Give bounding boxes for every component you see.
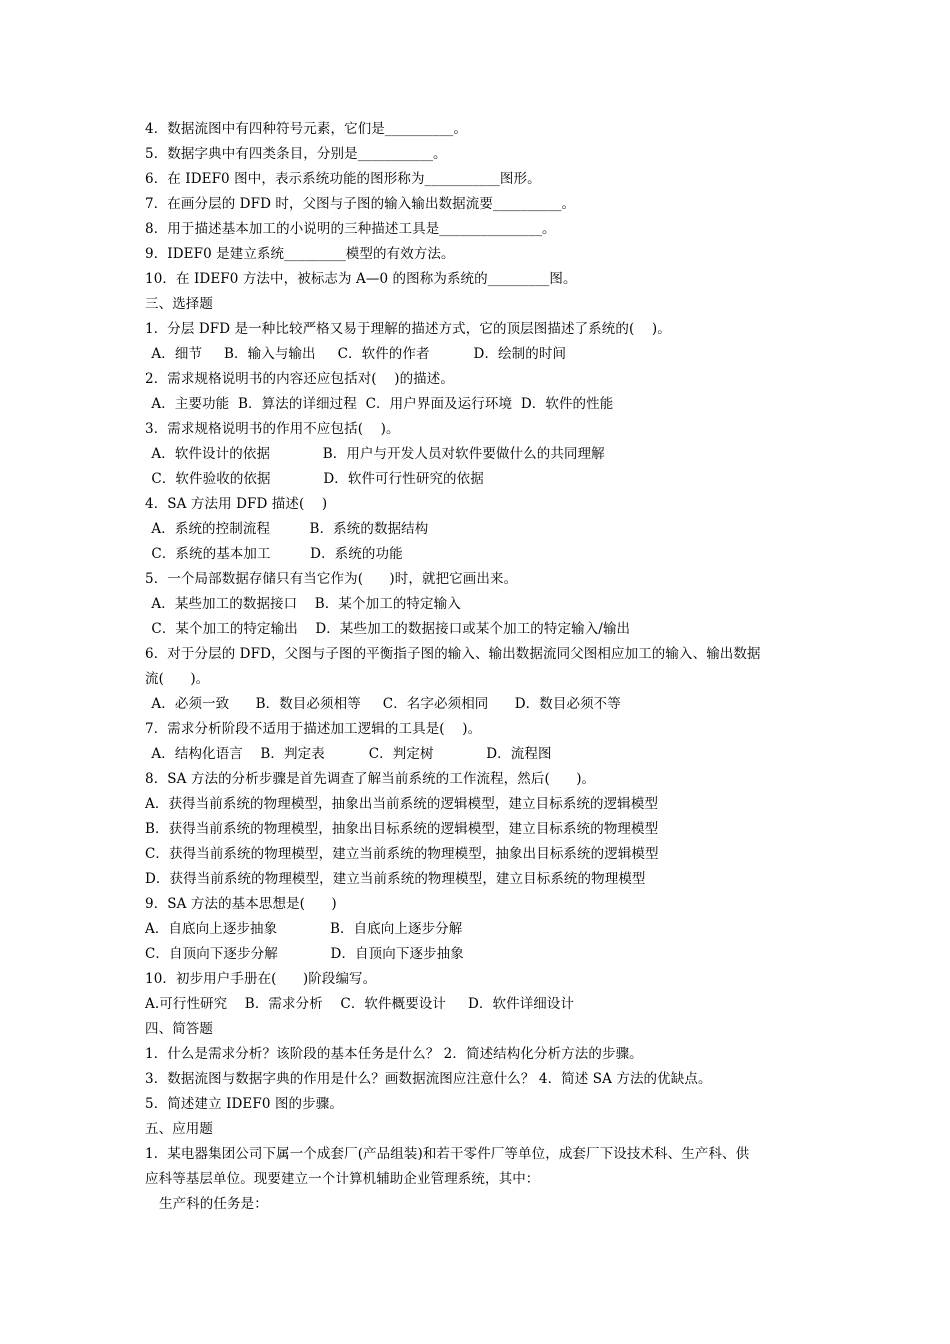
choice-q3-options-cd: C．软件验收的依据 D．软件可行性研究的依据	[147, 471, 484, 487]
section-title-choice: 三、选择题	[145, 296, 213, 312]
choice-q6: 6．对于分层的 DFD，父图与子图的平衡指子图的输入、输出数据流同父图相应加工的输入、输出数据	[145, 646, 761, 662]
choice-q10: 10．初步用户手册在( )阶段编写。	[145, 971, 377, 987]
choice-q6-cont: 流( )。	[145, 671, 210, 687]
fill-in-q7: 7．在画分层的 DFD 时，父图与子图的输入输出数据流要__________。	[145, 196, 576, 212]
choice-q9-options-ab: A．自底向上逐步抽象 B．自底向上逐步分解	[145, 921, 463, 937]
application-q1-line1: 1．某电器集团公司下属一个成套厂(产品组装)和若干零件厂等单位，成套厂下设技术科、生产科、供	[145, 1146, 750, 1162]
choice-q10-options: A.可行性研究 B．需求分析 C．软件概要设计 D．软件详细设计	[145, 996, 575, 1012]
choice-q8: 8．SA 方法的分析步骤是首先调查了解当前系统的工作流程，然后( )。	[145, 771, 596, 787]
choice-q7-options: A．结构化语言 B．判定表 C．判定树 D．流程图	[147, 746, 552, 762]
fill-in-q4: 4．数据流图中有四种符号元素，它们是__________。	[145, 121, 467, 137]
fill-in-q5: 5．数据字典中有四类条目，分别是___________。	[145, 146, 447, 162]
choice-q8-option-c: C．获得当前系统的物理模型，建立当前系统的物理模型，抽象出目标系统的逻辑模型	[145, 846, 659, 862]
fill-in-q10: 10．在 IDEF0 方法中，被标志为 A—0 的图称为系统的_________图。	[145, 271, 577, 287]
application-q1-line3: 生产科的任务是：	[159, 1196, 268, 1212]
choice-q5-options-cd: C．某个加工的特定输出 D．某些加工的数据接口或某个加工的特定输入/输出	[147, 621, 631, 637]
choice-q1-options: A．细节 B．输入与输出 C．软件的作者 D．绘制的时间	[147, 346, 567, 362]
short-answer-q3-q4: 3．数据流图与数据字典的作用是什么？画数据流图应注意什么？ 4．简述 SA 方法的优缺点。	[145, 1071, 712, 1087]
fill-in-q6: 6．在 IDEF0 图中，表示系统功能的图形称为___________图形。	[145, 171, 541, 187]
choice-q4-options-ab: A．系统的控制流程 B．系统的数据结构	[147, 521, 429, 537]
choice-q9: 9．SA 方法的基本思想是( )	[145, 896, 337, 912]
choice-q4-options-cd: C．系统的基本加工 D．系统的功能	[147, 546, 403, 562]
choice-q7: 7．需求分析阶段不适用于描述加工逻辑的工具是( )。	[145, 721, 482, 737]
section-title-application: 五、应用题	[145, 1121, 213, 1137]
choice-q6-options: A．必须一致 B．数目必须相等 C．名字必须相同 D．数目必须不等	[147, 696, 621, 712]
choice-q2: 2．需求规格说明书的内容还应包括对( )的描述。	[145, 371, 454, 387]
choice-q8-option-d: D．获得当前系统的物理模型，建立当前系统的物理模型，建立目标系统的物理模型	[145, 871, 646, 887]
choice-q2-options: A．主要功能 B．算法的详细过程 C．用户界面及运行环境 D．软件的性能	[147, 396, 614, 412]
choice-q3-options-ab: A．软件设计的依据 B．用户与开发人员对软件要做什么的共同理解	[147, 446, 605, 462]
choice-q5: 5．一个局部数据存储只有当它作为( )时，就把它画出来。	[145, 571, 518, 587]
short-answer-q5: 5．简述建立 IDEF0 图的步骤。	[145, 1096, 343, 1112]
section-title-short-answer: 四、简答题	[145, 1021, 213, 1037]
application-q1-line2: 应科等基层单位。现要建立一个计算机辅助企业管理系统，其中：	[145, 1171, 540, 1187]
fill-in-q9: 9．IDEF0 是建立系统_________模型的有效方法。	[145, 246, 455, 262]
choice-q8-option-b: B．获得当前系统的物理模型，抽象出目标系统的逻辑模型，建立目标系统的物理模型	[145, 821, 659, 837]
choice-q5-options-ab: A．某些加工的数据接口 B．某个加工的特定输入	[147, 596, 461, 612]
short-answer-q1-q2: 1．什么是需求分析？该阶段的基本任务是什么？ 2．简述结构化分析方法的步骤。	[145, 1046, 643, 1062]
fill-in-q8: 8．用于描述基本加工的小说明的三种描述工具是_______________。	[145, 221, 556, 237]
choice-q9-options-cd: C．自顶向下逐步分解 D．自顶向下逐步抽象	[145, 946, 464, 962]
choice-q1: 1．分层 DFD 是一种比较严格又易于理解的描述方式，它的顶层图描述了系统的( )。	[145, 321, 671, 337]
choice-q8-option-a: A．获得当前系统的物理模型，抽象出当前系统的逻辑模型，建立目标系统的逻辑模型	[145, 796, 659, 812]
choice-q4: 4．SA 方法用 DFD 描述( )	[145, 496, 328, 512]
choice-q3: 3．需求规格说明书的作用不应包括( )。	[145, 421, 400, 437]
